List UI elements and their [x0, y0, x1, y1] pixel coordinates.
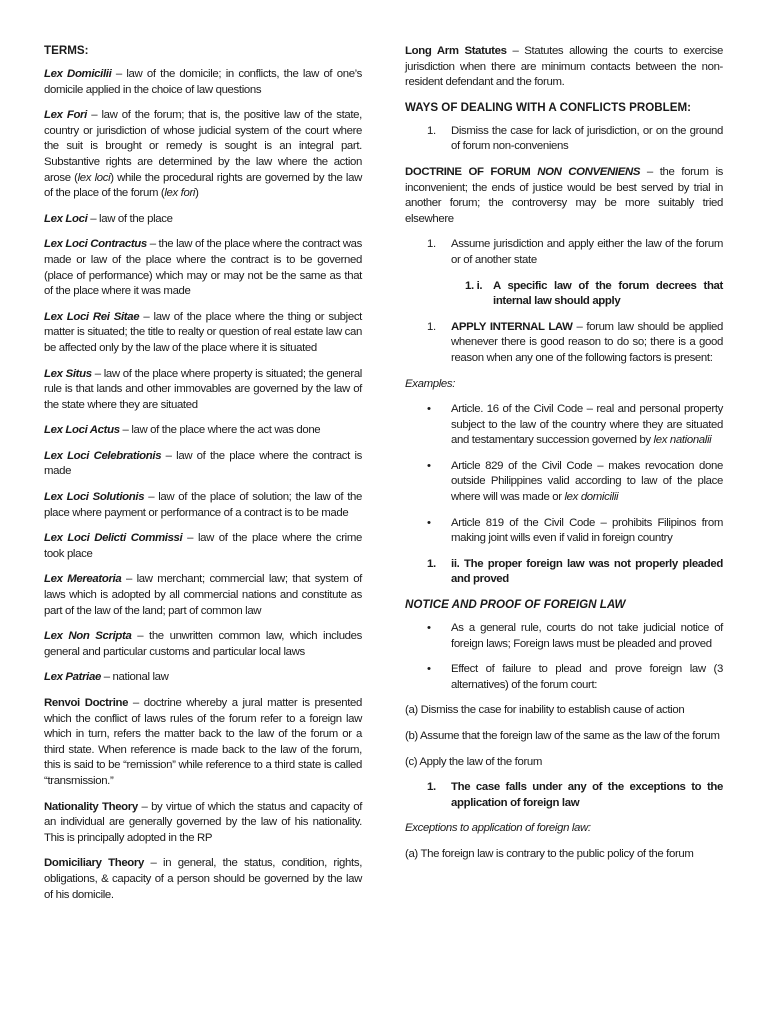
term-lex-loci-solutionis: Lex Loci Solutionis – law of the place of solution; the law of the place where payment or performance of a contract is to be made [44, 491, 362, 519]
sub-item-i: 1. i. A specific law of the forum decrees that internal law should apply [465, 279, 723, 308]
way-dismiss-item: 1. Dismiss the case for lack of jurisdiction, or on the ground of forum non-conveniens [427, 124, 723, 153]
terms-heading: TERMS: [44, 44, 89, 57]
term-lex-non-scripta: Lex Non Scripta – the unwritten common law, which includes general and particular customs and particular local laws [44, 630, 363, 658]
term-lex-situs: Lex Situs – law of the place where property is situated; the general rule is that lands and other immovables are governed by the law of the state where they are situated [44, 367, 362, 411]
left-column [44, 44, 362, 913]
exception-a: (a) The foreign law is contrary to the public policy of the forum [405, 847, 694, 860]
doctrine-forum-non-conveniens: DOCTRINE OF FORUM NON CONVENIENS – the forum is inconvenient; the ends of justice would be best served by trial in another forum; the controversy may be more suitably tried elsewhere [405, 165, 723, 225]
examples-label: Examples: [405, 377, 456, 390]
right-column [405, 44, 723, 873]
notice-proof-heading: NOTICE AND PROOF OF FOREIGN LAW [405, 598, 626, 612]
term-lex-loci-contractus: Lex Loci Contractus – the law of the place where the contract was made or law of the place where the contract is to be governed (place of performance) which may or may not be the same as that of the place where it was made [44, 238, 362, 298]
sub-item-ii: 1. ii. The proper foreign law was not properly pleaded and proved [427, 557, 723, 586]
term-domiciliary-theory: Domiciliary Theory – in general, the status, condition, rights, obligations, & capacity of a person should be governed by the law of his domicile. [44, 857, 363, 901]
alternative-b: (b) Assume that the foreign law of the same as the law of the forum [405, 730, 720, 742]
alternative-a: (a) Dismiss the case for inability to establish cause of action [405, 704, 685, 717]
ways-heading: WAYS OF DEALING WITH A CONFLICTS PROBLEM: [405, 100, 691, 114]
apply-internal-law-item: 1. APPLY INTERNAL LAW – forum law should be applied whenever there is good reason to do so; there is a good reason when any one of the following factors is present: [427, 320, 723, 364]
term-lex-patriae: Lex Patriae – national law [44, 671, 169, 684]
notice-bullet-general-rule: • As a general rule, courts do not take judicial notice of foreign laws; Foreign laws must be pleaded and proved [427, 622, 723, 650]
exceptions-case-item: 1. The case falls under any of the exceptions to the application of foreign law [427, 781, 723, 809]
term-lex-fori: Lex Fori – law of the forum; that is, the positive law of the state, country or jurisdiction of whose judicial system of the court where the suit is brought or remedy is sought is an integral part. Substantive rights are determined by the law where the action arose (lex loci) while the procedural rights are governed by the law of the place of the forum (lex fori) [44, 109, 362, 200]
term-lex-domicilii: Lex Domicilii – law of the domicile; in conflicts, the law of one’s domicile applied in the choice of law questions [44, 68, 362, 96]
way-assume-item: 1. Assume jurisdiction and apply either the law of the forum or of another state [427, 238, 723, 266]
term-lex-loci-actus: Lex Loci Actus – law of the place where the act was done [44, 424, 321, 437]
example-article-16: • Article. 16 of the Civil Code – real and personal property subject to the law of the country where they are situated and testamentary succession governed by lex nationalii [427, 403, 723, 447]
term-lex-loci: Lex Loci – law of the place [44, 212, 173, 225]
example-article-829: • Article 829 of the Civil Code – makes revocation done outside Philippines valid according to law of the place where will was made or lex domicilii [427, 459, 723, 504]
term-lex-loci-rei-sitae: Lex Loci Rei Sitae – law of the place where the thing or subject matter is situated; the title to realty or question of real estate law can be affected only by the law of the place where it is situated [44, 310, 362, 354]
term-lex-mereatoria: Lex Mereatoria – law merchant; commercial law; that system of laws which is adopted by all commercial nations and constitute as part of the law of the land; part of common law [44, 573, 362, 617]
notice-bullet-effect: • Effect of failure to plead and prove foreign law (3 alternatives) of the forum court: [427, 663, 723, 691]
term-renvoi-doctrine: Renvoi Doctrine – doctrine whereby a jural matter is presented which the conflict of laws rules of the forum refer to a foreign law which in turn, refers the matter back to the law of the forum or a third state. When reference is made back to the law of the forum, this is said to be “remission” while reference to a third state is called “transmission.” [44, 697, 363, 787]
exceptions-label: Exceptions to application of foreign law: [405, 822, 591, 835]
alternative-c: (c) Apply the law of the forum [405, 755, 543, 768]
term-nationality-theory: Nationality Theory – by virtue of which the status and capacity of an individual are generally governed by the law of his nationality. This is principally adopted in the RP [44, 800, 363, 844]
term-lex-loci-delicti-commissi: Lex Loci Delicti Commissi – law of the place where the crime took place [44, 532, 362, 560]
term-long-arm-statutes: Long Arm Statutes – Statutes allowing the courts to exercise jurisdiction when there are minimum contacts between the non-resident defendant and the forum. [405, 45, 724, 89]
term-lex-loci-celebrationis: Lex Loci Celebrationis – law of the place where the contract is made [44, 449, 362, 478]
example-article-819: • Article 819 of the Civil Code – prohibits Filipinos from making joint wills even if valid in foreign country [427, 516, 723, 545]
